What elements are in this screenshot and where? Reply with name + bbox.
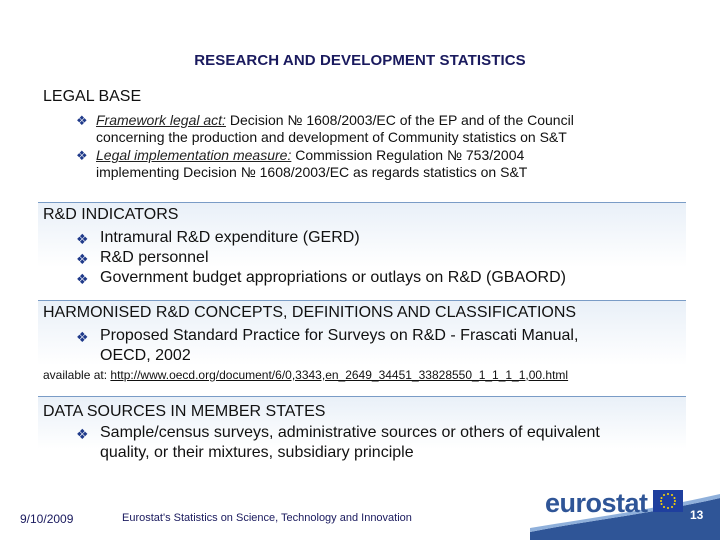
concept-text: Proposed Standard Practice for Surveys on R&D - Frascati Manual, <box>100 327 579 344</box>
diamond-bullet-icon: ❖ <box>76 426 89 442</box>
source-text-cont: quality, or their mixtures, subsidiary principle <box>100 444 414 461</box>
concept-text-cont: OECD, 2002 <box>100 347 191 364</box>
list-item <box>76 268 686 288</box>
page-number: 13 <box>690 508 704 522</box>
source-text: Sample/census surveys, administrative sources or others of equivalent <box>100 424 600 441</box>
list-item <box>76 248 686 268</box>
eurostat-logo-text: eurostat <box>545 488 648 518</box>
indicator-text: Intramural R&D expenditure (GERD) <box>100 229 360 246</box>
oecd-link[interactable]: http://www.oecd.org/document/6/0,3343,en_2649_34451_33828550_1_1_1_1,00.html <box>110 368 569 382</box>
legal-item-text: Commission Regulation № 753/2004 <box>291 147 525 163</box>
sources-heading: DATA SOURCES IN MEMBER STATES <box>43 403 326 420</box>
slide-title: RESEARCH AND DEVELOPMENT STATISTICS <box>194 52 526 69</box>
list-item <box>76 228 686 248</box>
sources-section <box>38 396 686 471</box>
legal-item-label: Legal implementation measure: <box>96 147 292 163</box>
indicators-section <box>38 202 686 295</box>
list-item <box>76 326 686 366</box>
concepts-section <box>38 300 686 393</box>
legal-base-heading: LEGAL BASE <box>43 88 142 105</box>
diamond-bullet-icon: ❖ <box>76 113 88 128</box>
diamond-bullet-icon: ❖ <box>76 251 89 267</box>
footer-text: Eurostat's Statistics on Science, Technology and Innovation <box>122 512 412 524</box>
available-at-label: available at: <box>43 368 111 382</box>
legal-item-text-cont: concerning the production and development of Community statistics on S&T <box>96 129 567 145</box>
diamond-bullet-icon: ❖ <box>76 148 88 163</box>
available-at-line <box>43 368 686 382</box>
legal-item-text: Decision № 1608/2003/EC of the EP and of the Council <box>225 112 574 128</box>
concepts-heading: HARMONISED R&D CONCEPTS, DEFINITIONS AND CLASSIFICATIONS <box>43 304 577 321</box>
diamond-bullet-icon: ❖ <box>76 231 89 247</box>
indicator-text: Government budget appropriations or outlays on R&D (GBAORD) <box>100 269 566 286</box>
legal-item-label: Framework legal act: <box>96 112 226 128</box>
eu-flag-icon <box>653 490 683 512</box>
legal-item-text-cont: implementing Decision № 1608/2003/EC as regards statistics on S&T <box>96 164 528 180</box>
indicator-text: R&D personnel <box>100 249 209 266</box>
list-item <box>76 423 686 463</box>
legal-item-framework <box>76 112 686 146</box>
footer-date: 9/10/2009 <box>20 512 74 526</box>
diamond-bullet-icon: ❖ <box>76 271 89 287</box>
indicators-heading: R&D INDICATORS <box>43 206 179 223</box>
eurostat-logo <box>545 484 685 518</box>
legal-base-section <box>38 85 686 193</box>
diamond-bullet-icon: ❖ <box>76 329 89 345</box>
legal-item-implementation <box>76 147 686 181</box>
